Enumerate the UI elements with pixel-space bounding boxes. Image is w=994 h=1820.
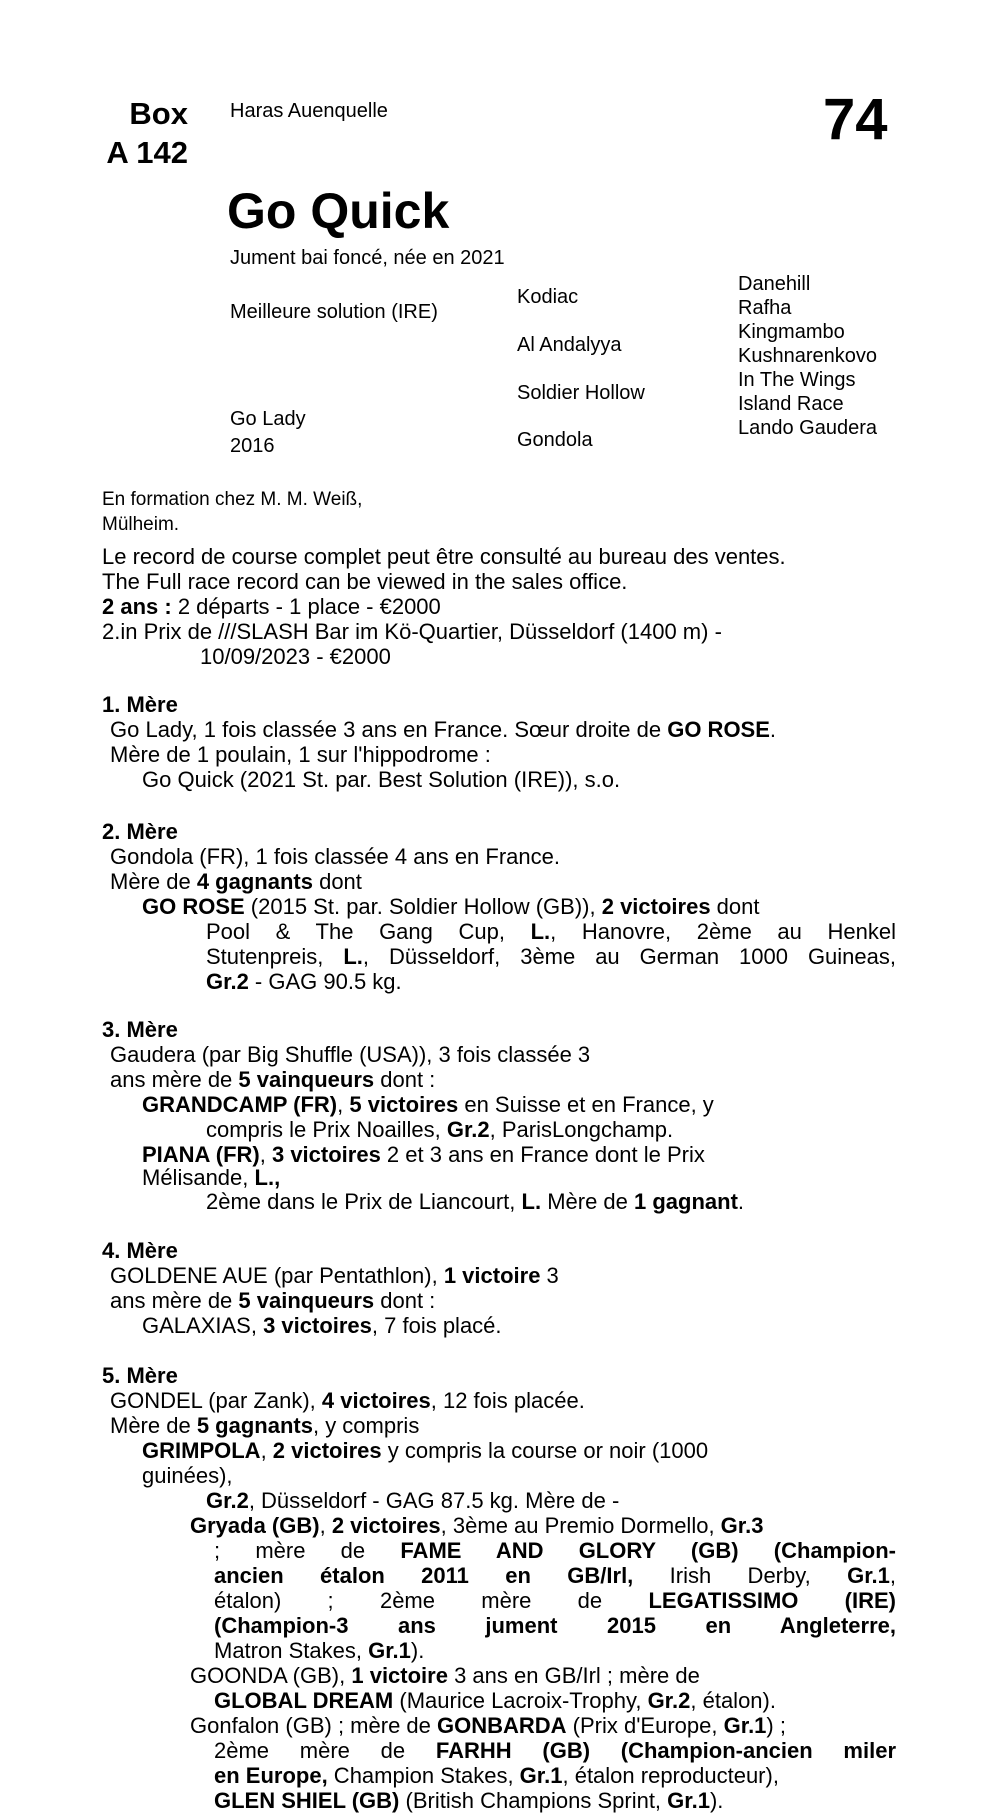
great-grandparent: Island Race [738,393,844,415]
grandparent: Soldier Hollow [517,382,645,404]
great-grandparent: Rafha [738,297,792,319]
dam-section-4: 4. Mère GOLDENE AUE (par Pentathlon), 1 victoire 3 ans mère de 5 vainqueurs dont : GALAXIAS, 3 victoires, 7 fois placé. [102,1238,559,1338]
record-placing: 2.in Prix de ///SLASH Bar im Kö-Quartier, Düsseldorf (1400 m) - [102,619,722,644]
section-heading: 5. Mère [102,1363,178,1388]
race-record [102,544,786,669]
dam-section-1: 1. Mère Go Lady, 1 fois classée 3 ans en France. Sœur droite de GO ROSE. Mère de 1 poulain, 1 sur l'hippodrome : Go Quick (2021 St. par. Best Solution (IRE)), s.o. [102,692,777,792]
grandparent: Gondola [517,429,593,451]
record-note-fr: Le record de course complet peut être consulté au bureau des ventes. [102,544,786,569]
training-line: En formation chez M. M. Weiß, [102,489,363,510]
horse-name: Go Quick [227,183,450,239]
training-line: Mülheim. [102,514,180,535]
record-note-en: The Full race record can be viewed in the sales office. [102,569,628,594]
section-heading: 2. Mère [102,819,178,844]
great-grandparent: In The Wings [738,369,856,391]
record-age: 2 ans : 2 départs - 1 place - €2000 [102,594,441,619]
great-grandparent: Lando Gaudera [738,417,878,439]
great-grandparent: Kingmambo [738,321,845,343]
horse-description: Jument bai foncé, née en 2021 [230,247,505,269]
box-number: A 142 [106,135,188,170]
dam-section-5: 5. Mère GONDEL (par Zank), 4 victoires, 12 fois placée. Mère de 5 gagnants, y compris GRIMPOLA, 2 victoires y compris la course or noir (1000 guinées), Gr.2, Düsseldorf - GAG 87.5 kg. Mère de - Gryada (GB), 2 victoires, 3ème au Premio Dormello, Gr.3 ; mère de FAME AND GLORY (GB) (Champion- ancien étalon 2011 en GB/Irl, Irish Derby, Gr.1, étalon) ; 2ème mère de LEGATISSIMO (IRE) (Champion-3 ans jument 2015 en Angleterre, Matron Stakes, Gr.1). GOONDA (GB), 1 victoire 3 ans en GB/Irl ; mère de GLOBAL DREAM (Maurice Lacroix-Trophy, Gr.2, étalon). Gonfalon (GB) ; mère de GONBARDA (Prix d'Europe, Gr.1) ; 2ème mère de FARHH (GB) (Champion-ancien miler en Europe, Champion Stakes, Gr.1, étalon reproducteur), GLEN SHIEL (GB) (British Champions Sprint, Gr.1). [102,1363,897,1813]
record-placing: 10/09/2023 - €2000 [200,644,391,669]
dam: Go Lady [230,408,306,430]
lot-number: 74 [823,87,888,152]
great-grandparent: Kushnarenkovo [738,345,877,367]
grandparent: Kodiac [517,286,579,308]
dam-section-2: 2. Mère Gondola (FR), 1 fois classée 4 ans en France. Mère de 4 gagnants dont GO ROSE (2015 St. par. Soldier Hollow (GB)), 2 victoires dont Pool & The Gang Cup, L., Hanovre, 2ème au Henkel Stutenpreis, L., Düsseldorf, 3ème au German 1000 Guineas, Gr.2 - GAG 90.5 kg. [102,819,896,994]
consignor: Haras Auenquelle [230,100,388,122]
great-grandparent: Danehill [738,273,811,295]
dam-section-3: 3. Mère Gaudera (par Big Shuffle (USA)), 3 fois classée 3 ans mère de 5 vainqueurs dont : GRANDCAMP (FR), 5 victoires en Suisse et en France, y compris le Prix Noailles, Gr.2, ParisLongchamp. PIANA (FR), 3 victoires 2 et 3 ans en France dont le Prix Mélisande, L., 2ème dans le Prix de Liancourt, L. Mère de 1 gagnant. [102,1017,745,1214]
sire: Meilleure solution (IRE) [230,301,438,323]
section-heading: 1. Mère [102,692,178,717]
box-label: Box [129,96,188,131]
dam-year: 2016 [230,435,275,457]
section-heading: 4. Mère [102,1238,178,1263]
grandparent: Al Andalyya [517,334,622,356]
section-heading: 3. Mère [102,1017,178,1042]
